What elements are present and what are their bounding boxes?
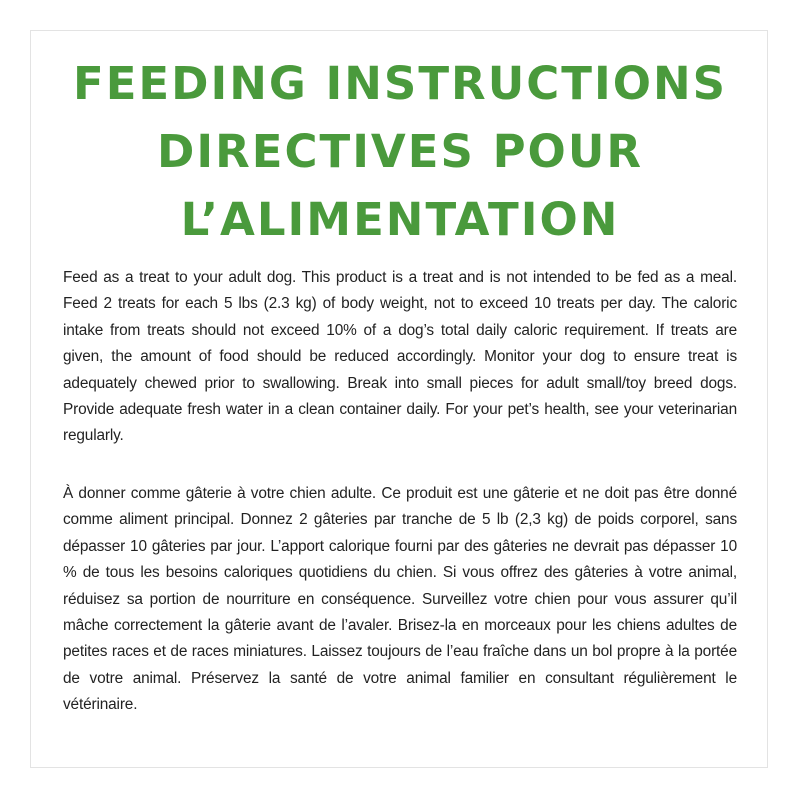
french-instructions-paragraph: À donner comme gâterie à votre chien adulte. Ce produit est une gâterie et ne doit pas être donné comme aliment principal. Donnez 2 gâteries par tranche de 5 lb (2,3 kg) de poids corporel, sans dépasser 10 gâteries par jour. L’apport calorique fourni par des gâteries ne devrait pas dépasser 10 % de tous les besoins caloriques quotidiens du chien. Si vous offrez des gâteries à votre animal, réduisez sa portion de nourriture en conséquence. Surveillez votre chien pour vous assurer qu’il mâche correctement la gâterie avant de l’avaler. Brisez-la en morceaux pour les chiens adultes de petites races et de races miniatures. Laissez toujours de l’eau fraîche dans un bol propre à la portée de votre animal. Préservez la santé de votre animal familier en consultant régulièrement le vétérinaire. [63,485,737,714]
title-line-french-2: L’ALIMENTATION [180,193,620,246]
title-line-french-1: DIRECTIVES POUR [156,125,644,178]
english-instructions-paragraph: Feed as a treat to your adult dog. This product is a treat and is not intended to be fed as a meal. Feed 2 treats for each 5 lbs (2.3 kg) of body weight, not to exceed 10 treats per day. The caloric intake from treats should not exceed 10% of a dog’s total daily caloric requirement. If treats are given, the amount of food should be reduced accordingly. Monitor your dog to ensure treat is adequately chewed prior to swallowing. Break into small pieces for adult small/toy breed dogs. Provide adequate fresh water in a clean container daily. For your pet’s health, see your veterinarian regularly. [63,269,737,445]
page-title [0,50,800,254]
title-line-english: FEEDING INSTRUCTIONS [72,57,728,110]
